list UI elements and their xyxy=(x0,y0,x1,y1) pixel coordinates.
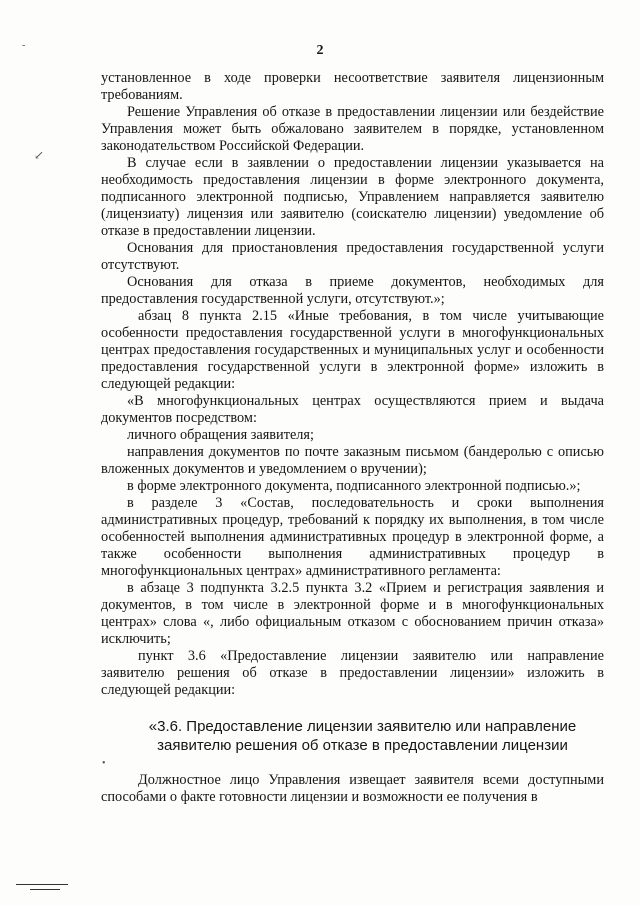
scan-line xyxy=(16,884,68,885)
section-heading-line-1: «3.6. Предоставление лицензии заявителю или направление xyxy=(148,718,577,735)
paragraph-13: пункт 3.6 «Предоставление лицензии заявителю или направление заявителю решения об отказе в предоставлении лицензии» изложить в следующей редакции: xyxy=(101,648,604,698)
section-heading xyxy=(101,717,604,755)
paragraph-12: в абзаце 3 подпункта 3.2.5 пункта 3.2 «Прием и регистрация заявления и документов, в том числе в электронной форме и в многофункциональных центрах» слова «, либо официальным отказом с обоснованием причин отказа» исключить; xyxy=(101,580,604,647)
paragraph-1: установленное в ходе проверки несоответствие заявителя лицензионным требованиям. xyxy=(101,70,604,103)
paragraph-final: Должностное лицо Управления извещает заявителя всеми доступными способами о факте готовности лицензии и возможности ее получения в xyxy=(101,772,604,805)
paragraph-7: «В многофункциональных центрах осуществляются прием и выдача документов посредством: xyxy=(101,393,604,426)
paragraph-10: в форме электронного документа, подписанного электронной подписью.»; xyxy=(127,478,581,494)
paragraph-3: В случае если в заявлении о предоставлении лицензии указывается на необходимость предоставления лицензии в форме электронного документа, подписанного электронной подписью, Управлением направляется заявителю (лицензиату) лицензия или заявителю (соискателю лицензии) уведомление об отказе в предоставлении лицензии. xyxy=(101,155,604,239)
paragraph-4: Основания для приостановления предоставления государственной услуги отсутствуют. xyxy=(101,240,604,273)
page-number: 2 xyxy=(316,43,324,58)
paragraph-8: личного обращения заявителя; xyxy=(127,427,314,443)
document-body xyxy=(101,70,604,806)
paragraph-11: в разделе 3 «Состав, последовательность и сроки выполнения административных процедур, требований к порядку их выполнения, в том числе особенностей выполнения административных процедур в электронной форме, а также особенности выполнения административных процедур в многофункциональных центрах» административного регламента: xyxy=(101,495,604,579)
paragraph-9: направления документов по почте заказным письмом (бандеролью с описью вложенных документов и уведомлением о вручении); xyxy=(101,444,604,477)
scan-mark: • xyxy=(102,758,106,769)
paragraph-6: абзац 8 пункта 2.15 «Иные требования, в том числе учитывающие особенности предоставления государственной услуги в многофункциональных центрах предоставления государственных и муниципальных услуг и особенности предоставления государственной услуги в электронной форме» изложить в следующей редакции: xyxy=(101,308,604,392)
scan-line xyxy=(30,889,60,890)
scan-mark: - xyxy=(22,40,26,51)
paragraph-5: Основания для отказа в приеме документов, необходимых для предоставления государственной услуги, отсутствуют.»; xyxy=(101,274,604,307)
section-heading-line-2: заявителю решения об отказе в предоставлении лицензии xyxy=(157,737,568,754)
scan-mark: ↙ xyxy=(34,148,45,162)
paragraph-2: Решение Управления об отказе в предоставлении лицензии или бездействие Управления может быть обжаловано заявителем в порядке, установленном законодательством Российской Федерации. xyxy=(101,104,604,154)
